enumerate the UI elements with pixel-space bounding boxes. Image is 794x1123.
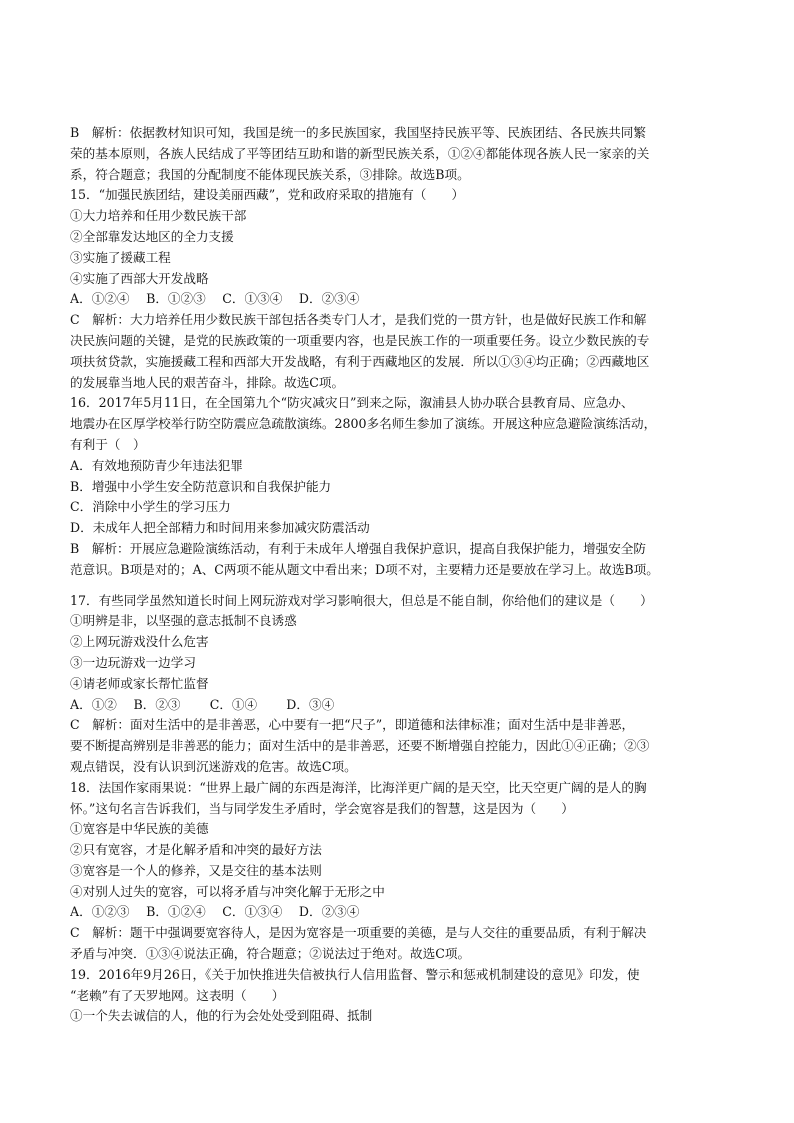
- text-line: 17．有些同学虽然知道长时间上网玩游戏对学习影响很大，但总是不能自制，你给他们的建议是（ ）: [70, 592, 653, 608]
- text-line: 决民族问题的关键，是党的民族政策的一项重要内容，也是民族工作的一项重要任务。设立少数民族的专: [70, 332, 650, 348]
- text-line: 19．2016年9月26日，《关于加快推进失信被执行人信用监督、警示和惩戒机制建设的意见》印发，使: [70, 966, 640, 982]
- text-line: C 解析：大力培养任用少数民族干部包括各类专门人才，是我们党的一贯方针，也是做好民族工作和解: [70, 312, 647, 328]
- text-line: A．有效地预防青少年违法犯罪: [70, 457, 243, 473]
- text-line: ④对别人过失的宽容，可以将矛盾与冲突化解于无形之中: [70, 883, 385, 899]
- text-line: 18．法国作家雨果说：“世界上最广阔的东西是海洋，比海洋更广阔的是天空，比天空更广阔的是人的胸: [70, 779, 647, 795]
- text-line: 的发展靠当地人民的艰苦奋斗，排除。故选C项。: [70, 374, 345, 390]
- text-line: 观点错误，没有认识到沉迷游戏的危害。故选C项。: [70, 758, 357, 774]
- text-line: B 解析：开展应急避险演练活动，有利于未成年人增强自我保护意识，提高自我保护能力，增强安全防: [70, 540, 646, 556]
- text-line: ①大力培养和任用少数民族干部: [70, 208, 247, 224]
- text-line: ④请老师或家长帮忙监督: [70, 675, 209, 691]
- document-page: [70, 123, 734, 1027]
- text-line: C 解析：题干中强调要宽容待人，是因为宽容是一项重要的美德，是与人交往的重要品质，有利于解决: [70, 925, 647, 941]
- text-line: A．①②④ B．①②③ C．①③④ D．②③④: [70, 291, 360, 307]
- text-line: 怀。”这句名言告诉我们，当与同学发生矛盾时，学会宽容是我们的智慧，这是因为（ ）: [70, 800, 574, 816]
- text-line: C．消除中小学生的学习压力: [70, 499, 231, 515]
- text-line: B 解析：依据教材知识可知，我国是统一的多民族国家，我国坚持民族平等、民族团结、各民族共同繁: [70, 125, 646, 140]
- text-line: ①宽容是中华民族的美德: [70, 821, 209, 837]
- text-line: ③一边玩游戏一边学习: [70, 654, 196, 670]
- text-line: 要不断提高辨别是非善恶的能力；面对生活中的是非善恶，还要不断增强自控能力，因此①④正确；②③: [70, 738, 650, 754]
- text-line: ④实施了西部大开发战略: [70, 270, 209, 286]
- text-line: 范意识。B项是对的；A、C两项不能从题文中看出来；D项不对，主要精力还是要放在学习上。故选B项。: [70, 561, 659, 577]
- text-line: ①一个失去诚信的人，他的行为会处处受到阻碍、抵制: [70, 1008, 373, 1024]
- text-line: 荣的基本原则，各族人民结成了平等团结互助和谐的新型民族关系，①②④都能体现各族人民一家亲的关: [70, 145, 650, 161]
- text-line: ②上网玩游戏没什么危害: [70, 634, 209, 650]
- text-line: B．增强中小学生安全防范意识和自我保护能力: [70, 478, 332, 494]
- text-line: A．①②③ B．①②④ C．①③④ D．②③④: [70, 904, 360, 920]
- text-line: 矛盾与冲突．①③④说法正确，符合题意；②说法过于绝对。故选C项。: [70, 946, 471, 962]
- text-line: A．①② B．②③ C．①④ D．③④: [70, 696, 335, 712]
- text-line: ③实施了援藏工程: [70, 249, 171, 265]
- text-line: 16．2017年5月11日，在全国第九个“防灾减灾日”到来之际，溆浦县人协办联合县教育局、应急办、: [70, 395, 634, 411]
- text-line: 项扶贫贷款，实施援藏工程和西部大开发战略，有利于西藏地区的发展．所以①③④均正确；②西藏地区: [70, 353, 650, 369]
- text-line: 有利于（ ）: [70, 436, 146, 452]
- text-line: 系，符合题意；我国的分配制度不能体现民族关系，③排除。故选B项。: [70, 166, 470, 182]
- text-line: C 解析：面对生活中的是非善恶，心中要有一把“尺子”，即道德和法律标准；面对生活中是非善恶，: [70, 717, 635, 733]
- text-line: 地震办在区厚学校举行防空防震应急疏散演练。2800多名师生参加了演练。开展这种应急避险演练活动，: [70, 416, 657, 432]
- text-line: ①明辨是非，以坚强的意志抵制不良诱惑: [70, 613, 297, 629]
- text-line: ②全部靠发达地区的全力支援: [70, 228, 234, 244]
- text-line: ③宽容是一个人的修养，又是交往的基本法则: [70, 862, 322, 878]
- text-line: 15．“加强民族团结，建设美丽西藏”，党和政府采取的措施有（ ）: [70, 187, 465, 203]
- text-line: ②只有宽容，才是化解矛盾和冲突的最好方法: [70, 842, 322, 858]
- text-line: “老赖”有了天罗地网。这表明（ ）: [70, 987, 285, 1003]
- text-line: D．未成年人把全部精力和时间用来参加减灾防震活动: [70, 520, 370, 536]
- paragraph-gap: [70, 581, 734, 591]
